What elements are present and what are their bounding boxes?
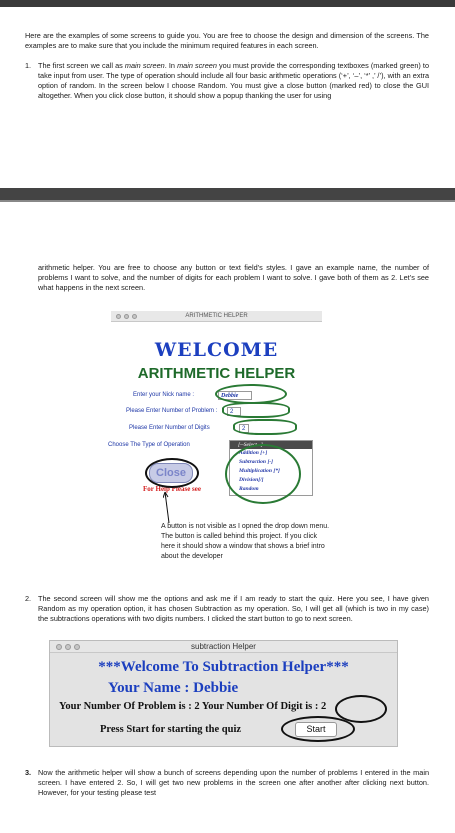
close-button[interactable]: Close <box>149 463 193 483</box>
item-1-number: 1. <box>25 61 32 70</box>
dropdown-selected[interactable]: [--Select--] <box>230 441 312 449</box>
page-break <box>0 188 455 200</box>
green-mark-oval <box>215 384 287 404</box>
green-mark-oval <box>225 444 301 504</box>
item-1-continued: arithmetic helper. You are free to choose any button or text field’s styles. I gave an example name, the number of problems I want to solve, and the number of digits for each problem I want to solve. I gave both of them as 2. Let’s see what happens in the next screen. <box>38 263 429 292</box>
close-dot-icon[interactable] <box>116 314 121 319</box>
window-title: ARITHMETIC HELPER <box>111 311 322 322</box>
problems-field[interactable]: 2 <box>227 407 241 416</box>
nick-name-label: Enter your Nick name : <box>133 392 195 398</box>
item-2-number: 2. <box>25 594 32 603</box>
app-heading: ARITHMETIC HELPER <box>137 365 296 382</box>
top-divider <box>0 0 455 7</box>
welcome-heading: WELCOME <box>154 339 279 361</box>
dropdown-option[interactable]: Subtraction [-] <box>239 459 274 465</box>
dropdown-option[interactable]: Division[/] <box>239 477 264 483</box>
green-mark-oval <box>233 419 297 435</box>
nick-name-field[interactable]: Debbie <box>218 391 252 400</box>
subtraction-helper-window <box>49 640 398 747</box>
item-3-text: Now the arithmetic helper will show a bunch of screens depending upon the number of problems I entered in the main screen. I have entered 2. So, I will get two new problems in the screen one after another after clicking next button. However, for your testing please test <box>38 768 429 797</box>
arithmetic-helper-window <box>108 311 322 506</box>
start-button[interactable]: Start <box>295 722 337 737</box>
digits-field[interactable]: 2 <box>239 424 249 433</box>
dropdown-option[interactable]: Random <box>239 486 259 492</box>
problems-label: Please Enter Number of Problem : <box>126 408 218 414</box>
start-prompt: Press Start for starting the quiz <box>100 724 242 735</box>
black-mark-oval <box>335 695 387 723</box>
item-3 <box>25 768 429 798</box>
zoom-dot-icon[interactable] <box>132 314 137 319</box>
zoom-dot-icon[interactable] <box>74 644 80 650</box>
item-1 <box>25 61 429 101</box>
dropdown-option[interactable]: Multiplication [*] <box>239 468 280 474</box>
page-break-shadow <box>0 200 455 202</box>
dropdown-note: A button is not visible as I opned the drop down menu. The button is called behind this project. If you click here it should show a window that shows a brief intro about the developer <box>161 523 330 560</box>
minimize-dot-icon[interactable] <box>124 314 129 319</box>
window-title: subtraction Helper <box>50 641 397 653</box>
item-2-text: The second screen will show me the options and ask me if I am ready to start the quiz. Here you see, I have given Random as my operation option, it has chosen Subtraction as my operation. So, I will get all (which is two in my case) the subtractions operations with two digits numbers. I clicked the start button to go to next screen. <box>38 594 429 623</box>
green-mark-oval <box>222 402 290 418</box>
minimize-dot-icon[interactable] <box>65 644 71 650</box>
window-body <box>108 322 322 506</box>
item-2 <box>25 594 429 624</box>
close-dot-icon[interactable] <box>56 644 62 650</box>
name-line: Your Name : Debbie <box>108 680 239 696</box>
item-1-text: The first screen we call as main screen. In main screen you must provide the corresponding textboxes (marked green) to take input from user. The type of operation should include all four basic arithmetic operations (‘+’, ‘–’, ‘*’ ,’ /’), with an extra option of random. In the screen below I choose Random. You must give a close button (marked red) to close the GUI altogether. When you click close button, it should show a popup thanking the user for using <box>38 61 429 100</box>
info-line: Your Number Of Problem is : 2 Your Number Of Digit is : 2 <box>59 701 327 712</box>
digits-label: Please Enter Number of Digits <box>129 425 210 431</box>
dropdown-option[interactable]: Addition [+] <box>239 450 268 456</box>
window-body <box>50 653 397 746</box>
black-mark-oval <box>145 458 199 488</box>
intro-paragraph: Here are the examples of some screens to guide you. You are free to choose the design and dimension of the screens. The examples are to make sure that you include the minimum required features in each screen. <box>25 31 429 50</box>
help-text[interactable]: For Help Please see <box>143 485 201 493</box>
welcome-heading: ***Welcome To Subtraction Helper*** <box>98 659 349 675</box>
operation-type-label: Choose The Type of Operation <box>108 442 190 448</box>
arrow-icon <box>163 490 171 524</box>
item-3-number: 3. <box>25 768 32 777</box>
